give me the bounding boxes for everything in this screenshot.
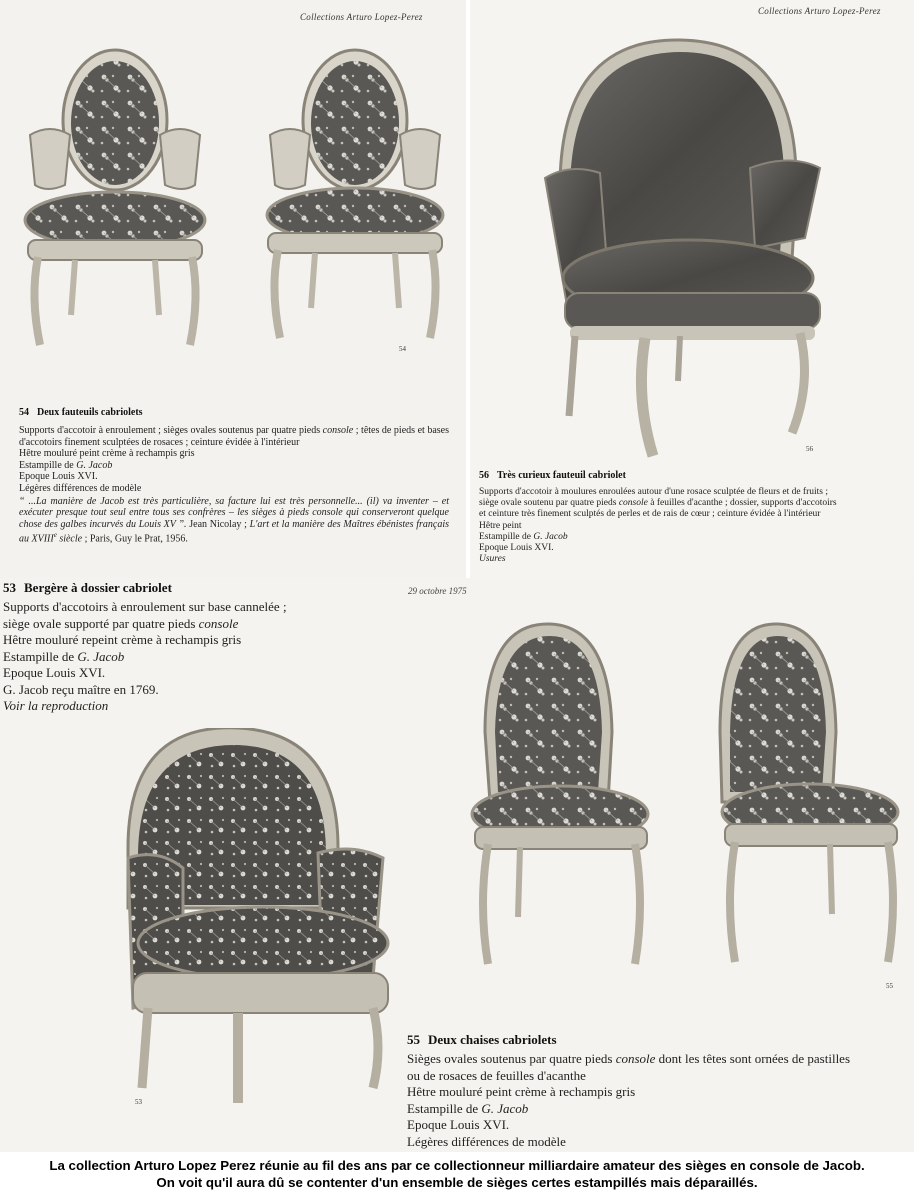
lot-53-number: 53 <box>3 580 16 595</box>
header-right: Collections Arturo Lopez-Perez <box>758 6 881 16</box>
lot-54-description: Supports d'accotoir à enroulement ; sièges ovales soutenus par quatre pieds console ; têtes de pieds et bases d'accotoirs finement sculptées de rosaces ; ceinture évidée à l'intérieur Hêtre mouluré peint crème à rechampis gris Estampille de G. Jacob Epoque Louis XVI. Légères différences de modèle “ ...La manière de Jacob est très particulière, sa facture lui est très personnelle... (il) va inventer – et exécuter presque tout seul entre tous ses confrères – les sièges à pieds console qui conserveront quelque chose des galbes incurvés du Louis XV ”. Jean Nicolay ; L'art et la manière des Maîtres ébénistes français au XVIIIe siècle ; Paris, Guy le Prat, 1956. <box>19 425 450 545</box>
lot-54-title-text: Deux fauteuils cabriolets <box>37 407 143 418</box>
chair-right <box>720 624 898 962</box>
bergere-photo-53 <box>118 728 398 1108</box>
armchairs-photo-54 <box>20 45 460 360</box>
lot-56-title <box>479 470 626 481</box>
lot-53-title-text: Bergère à dossier cabriolet <box>24 580 172 595</box>
lot-54-title <box>19 407 143 418</box>
lot-56-title-text: Très curieux fauteuil cabriolet <box>497 470 626 481</box>
lot-56-number: 56 <box>479 470 489 481</box>
lot-53-title <box>3 580 172 596</box>
armchair-left <box>25 50 205 345</box>
photo-number-54: 54 <box>399 345 406 353</box>
photo-number-55: 55 <box>886 982 893 990</box>
lot-55-title-text: Deux chaises cabriolets <box>428 1032 557 1047</box>
lot-54-quote: “ ...La manière de Jacob est très particulière, sa facture lui est très personnelle... (il) va inventer – et exécuter presque tout seul entre tous ses confrères – les sièges à pieds console qui conserveront quelque chose des galbes incurvés du Louis XV ”. Jean Nicolay ; L'art et la manière des Maîtres ébénistes français au XVIIIe siècle ; Paris, Guy le Prat, 1956. <box>19 495 450 545</box>
lot-55-number: 55 <box>407 1032 420 1047</box>
lot-55-title <box>407 1032 557 1048</box>
chair-left <box>472 624 648 964</box>
date-note: 29 octobre 1975 <box>408 586 467 596</box>
lot-55-description: Sièges ovales soutenus par quatre pieds console dont les têtes sont ornées de pastilles ou de rosaces de feuilles d'acanthe Hêtre mouluré peint crème à rechampis gris Estampille de G. Jacob Epoque Louis XVI. Légères différences de modèle <box>407 1051 851 1149</box>
page-caption <box>0 1152 914 1200</box>
armchair-right <box>267 50 443 338</box>
header-left: Collections Arturo Lopez-Perez <box>300 12 423 22</box>
lot-56-description: Supports d'accotoir à moulures enroulées autour d'une rosace sculptée de fleurs et de fruits ; siège ovale soutenu par quatre pieds console à feuilles d'acanthe ; dossier, supports d'accotoirs et ceinture très finement sculptés de perles et de rais de cœur ; ceinture évidée à l'intérieur Hêtre peint Estampille de G. Jacob Epoque Louis XVI. Usures <box>479 487 837 565</box>
lot-53-description: Supports d'accotoirs à enroulement sur base cannelée ; siège ovale supporté par quatre pieds console Hêtre mouluré repeint crème à rechampis gris Estampille de G. Jacob Epoque Louis XVI. G. Jacob reçu maître en 1769. Voir la reproduction <box>3 599 287 713</box>
caption-line-2: On voit qu'il aura dû se contenter d'un ensemble de sièges certes estampillés mais déparaillés. <box>156 1175 758 1190</box>
chairs-photo-55 <box>470 622 910 982</box>
photo-number-56: 56 <box>806 445 813 453</box>
lot-54-number: 54 <box>19 407 29 418</box>
caption-line-1: La collection Arturo Lopez Perez réunie au fil des ans par ce collectionneur milliardaire amateur des sièges en console de Jacob. <box>49 1158 865 1173</box>
velvet-armchair-photo-56 <box>540 38 830 458</box>
photo-number-53: 53 <box>135 1098 142 1106</box>
